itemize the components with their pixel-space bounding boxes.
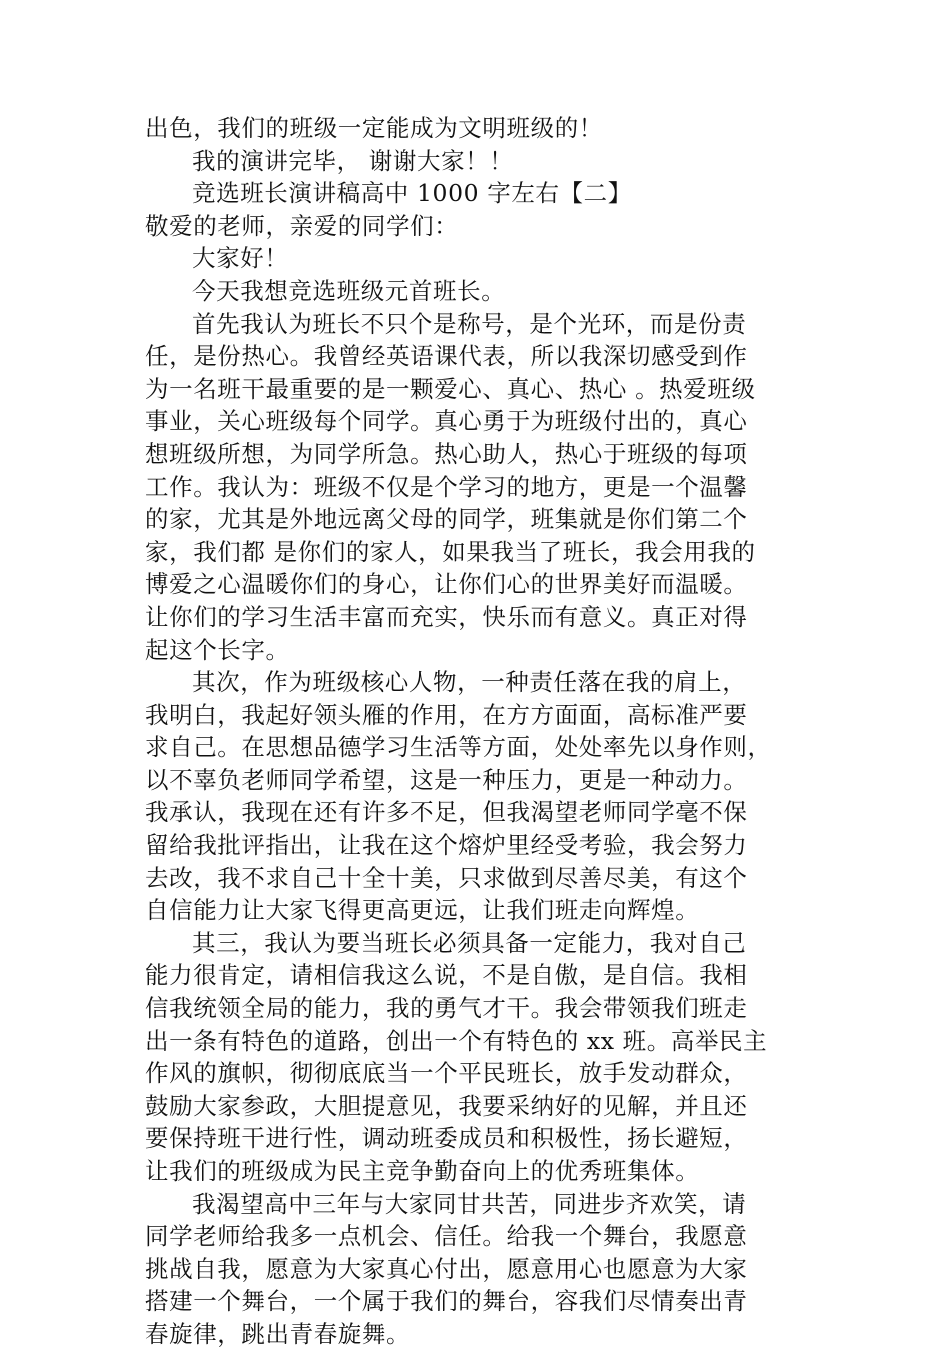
- text-line: 春旋律，跳出青春旋舞。: [145, 1319, 411, 1348]
- text-line: 信我统领全局的能力，我的勇气才干。我会带领我们班走: [145, 994, 748, 1023]
- text-line: 任，是份热心。我曾经英语课代表，所以我深切感受到作: [145, 342, 748, 371]
- text-line: 大家好！: [192, 244, 289, 273]
- text-line: 我的演讲完毕， 谢谢大家！！: [192, 146, 514, 175]
- text-line: 为一名班干最重要的是一颗爱心、真心、热心 。热爱班级: [145, 374, 756, 403]
- text-line: 首先我认为班长不只个是称号，是个光环，而是份责: [192, 309, 747, 338]
- text-line: 搭建一个舞台，一个属于我们的舞台，容我们尽情奏出青: [145, 1287, 748, 1316]
- text-line: 事业，关心班级每个同学。真心勇于为班级付出的，真心: [145, 407, 748, 436]
- text-line: 竞选班长演讲稿高中 1000 字左右【二】: [192, 179, 632, 208]
- text-line: 其三，我认为要当班长必须具备一定能力，我对自己: [192, 928, 747, 957]
- text-line: 的家，尤其是外地远离父母的同学，班集就是你们第二个: [145, 505, 748, 534]
- text-line: 同学老师给我多一点机会、信任。给我一个舞台，我愿意: [145, 1222, 748, 1251]
- text-line: 求自己。在思想品德学习生活等方面，处处率先以身作则，: [145, 733, 772, 762]
- text-line: 去改，我不求自己十全十美，只求做到尽善尽美，有这个: [145, 863, 748, 892]
- text-line: 要保持班干进行性，调动班委成员和积极性，扬长避短，: [145, 1124, 748, 1153]
- document-body: [145, 112, 801, 1351]
- text-line: 挑战自我，愿意为大家真心付出，愿意用心也愿意为大家: [145, 1254, 748, 1283]
- text-line: 家，我们都 是你们的家人，如果我当了班长，我会用我的: [145, 537, 756, 566]
- text-line: 出色，我们的班级一定能成为文明班级的！: [145, 114, 603, 142]
- text-line: 让我们的班级成为民主竞争勤奋向上的优秀班集体。: [145, 1157, 700, 1185]
- text-line: 敬爱的老师，亲爱的同学们：: [145, 211, 459, 240]
- text-line: 起这个长字。: [145, 635, 290, 664]
- text-line: 出一条有特色的道路，创出一个有特色的 xx 班。高举民主: [145, 1026, 768, 1055]
- text-line: 自信能力让大家飞得更高更远，让我们班走向辉煌。: [145, 896, 700, 925]
- text-line: 想班级所想，为同学所急。热心助人，热心于班级的每项: [145, 439, 748, 468]
- text-line: 我渴望高中三年与大家同甘共苦，同进步齐欢笑，请: [192, 1189, 747, 1218]
- text-line: 我承认，我现在还有许多不足，但我渴望老师同学毫不保: [145, 798, 748, 827]
- text-line: 留给我批评指出，让我在这个熔炉里经受考验，我会努力: [145, 831, 748, 860]
- text-line: 工作。我认为：班级不仅是个学习的地方，更是一个温馨: [145, 472, 748, 501]
- text-line: 今天我想竞选班级元首班长。: [192, 276, 506, 305]
- text-line: 鼓励大家参政，大胆提意见，我要采纳好的见解，并且还: [145, 1091, 748, 1120]
- text-line: 以不辜负老师同学希望，这是一种压力，更是一种动力。: [145, 765, 748, 794]
- text-line: 作风的旗帜，彻彻底底当一个平民班长，放手发动群众，: [145, 1059, 748, 1088]
- text-line: 能力很肯定，请相信我这么说，不是自傲，是自信。我相: [145, 961, 748, 990]
- text-line: 我明白，我起好领头雁的作用，在方方面面，高标准严要: [145, 700, 748, 729]
- text-line: 其次，作为班级核心人物，一种责任落在我的肩上，: [192, 668, 747, 697]
- text-line: 让你们的学习生活丰富而充实，快乐而有意义。真正对得: [145, 602, 748, 631]
- text-line: 博爱之心温暖你们的身心，让你们心的世界美好而温暖。: [145, 570, 748, 599]
